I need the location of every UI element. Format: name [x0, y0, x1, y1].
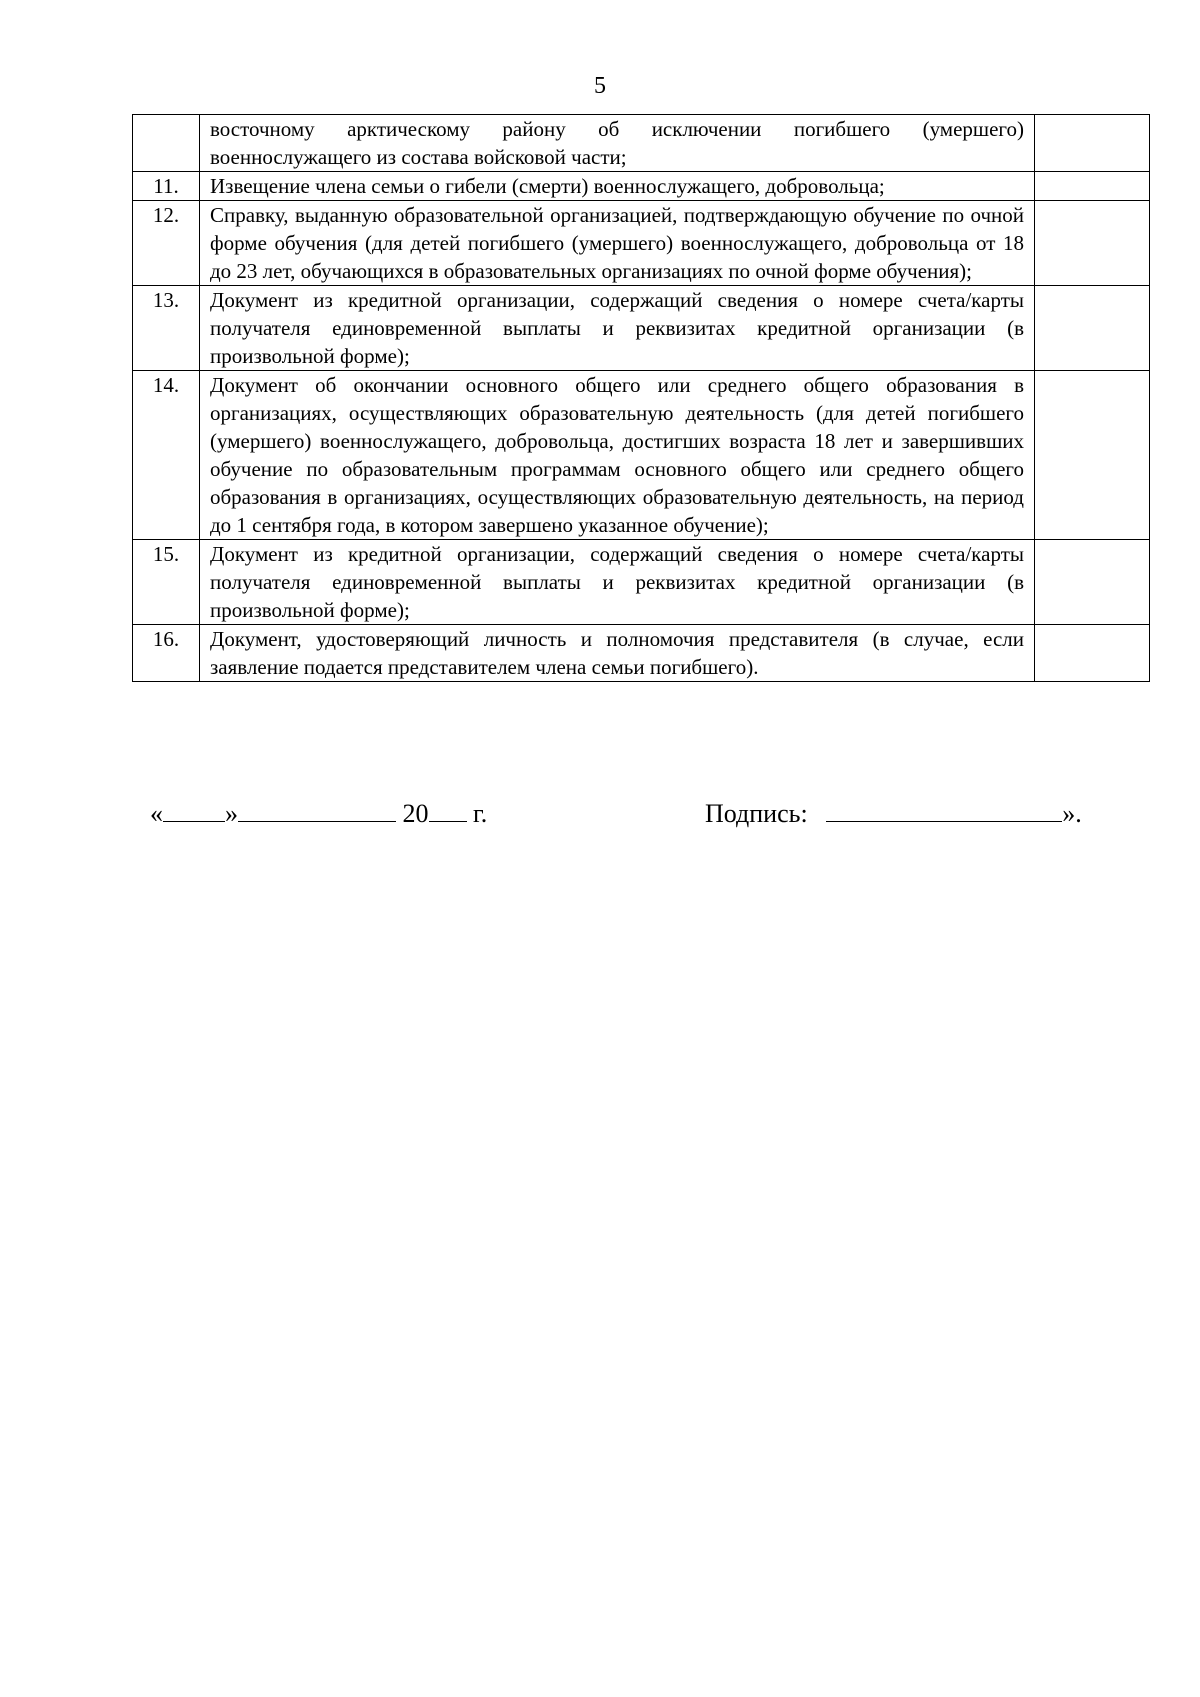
table-row: [133, 371, 1150, 540]
row-document-text: Документ, удостоверяющий личность и полномочия представителя (в случае, если заявление подается представителем члена семьи погибшего).: [200, 625, 1035, 682]
row-number: 13.: [133, 286, 200, 371]
row-number: 15.: [133, 540, 200, 625]
row-mark-cell: [1035, 540, 1150, 625]
row-mark-cell: [1035, 172, 1150, 201]
date-close-quote: »: [225, 799, 238, 828]
documents-table-body: [133, 115, 1150, 682]
row-document-text: Справку, выданную образовательной организацией, подтверждающую обучение по очной форме обучения (для детей погибшего (умершего) военнослужащего, добровольца от 18 до 23 лет, обучающихся в образовательных организациях по очной форме обучения);: [200, 201, 1035, 286]
row-document-text: восточному арктическому району об исключении погибшего (умершего) военнослужащего из состава войсковой части;: [200, 115, 1035, 172]
day-blank: [163, 795, 225, 822]
table-row: [133, 201, 1150, 286]
row-document-text: Документ из кредитной организации, содержащий сведения о номере счета/карты получателя единовременной выплаты и реквизитах кредитной организации (в произвольной форме);: [200, 540, 1035, 625]
row-mark-cell: [1035, 286, 1150, 371]
year-prefix: 20: [402, 799, 429, 828]
row-mark-cell: [1035, 115, 1150, 172]
row-mark-cell: [1035, 625, 1150, 682]
table-row: [133, 172, 1150, 201]
date-signature-line: [150, 795, 1110, 829]
date-open-quote: «: [150, 799, 163, 828]
signature-label: Подпись:: [705, 799, 808, 828]
table-row: [133, 286, 1150, 371]
row-document-text: Документ об окончании основного общего или среднего общего образования в организациях, осуществляющих образовательную деятельность (для детей погибшего (умершего) военнослужащего, добровольца, достигших возраста 18 лет и завершивших обучение по образовательным программам основного общего или среднего общего образования в организациях, осуществляющих образовательную деятельность, на период до 1 сентября года, в котором завершено указанное обучение);: [200, 371, 1035, 540]
row-number: 11.: [133, 172, 200, 201]
table-row: [133, 540, 1150, 625]
year-blank: [429, 795, 467, 822]
row-mark-cell: [1035, 371, 1150, 540]
documents-table: [132, 114, 1150, 682]
row-number: 14.: [133, 371, 200, 540]
row-document-text: Документ из кредитной организации, содержащий сведения о номере счета/карты получателя единовременной выплаты и реквизитах кредитной организации (в произвольной форме);: [200, 286, 1035, 371]
signature-end-mark: ».: [1062, 799, 1082, 828]
table-row: [133, 625, 1150, 682]
row-document-text: Извещение члена семьи о гибели (смерти) военнослужащего, добровольца;: [200, 172, 1035, 201]
table-row: [133, 115, 1150, 172]
row-mark-cell: [1035, 201, 1150, 286]
row-number: 12.: [133, 201, 200, 286]
date-field: [150, 795, 487, 831]
row-number: [133, 115, 200, 172]
page-number: 5: [594, 73, 606, 99]
row-number: 16.: [133, 625, 200, 682]
signature-blank: [826, 795, 1062, 822]
signature-field: [705, 795, 1082, 831]
month-blank: [238, 795, 396, 822]
year-suffix: г.: [473, 799, 488, 828]
